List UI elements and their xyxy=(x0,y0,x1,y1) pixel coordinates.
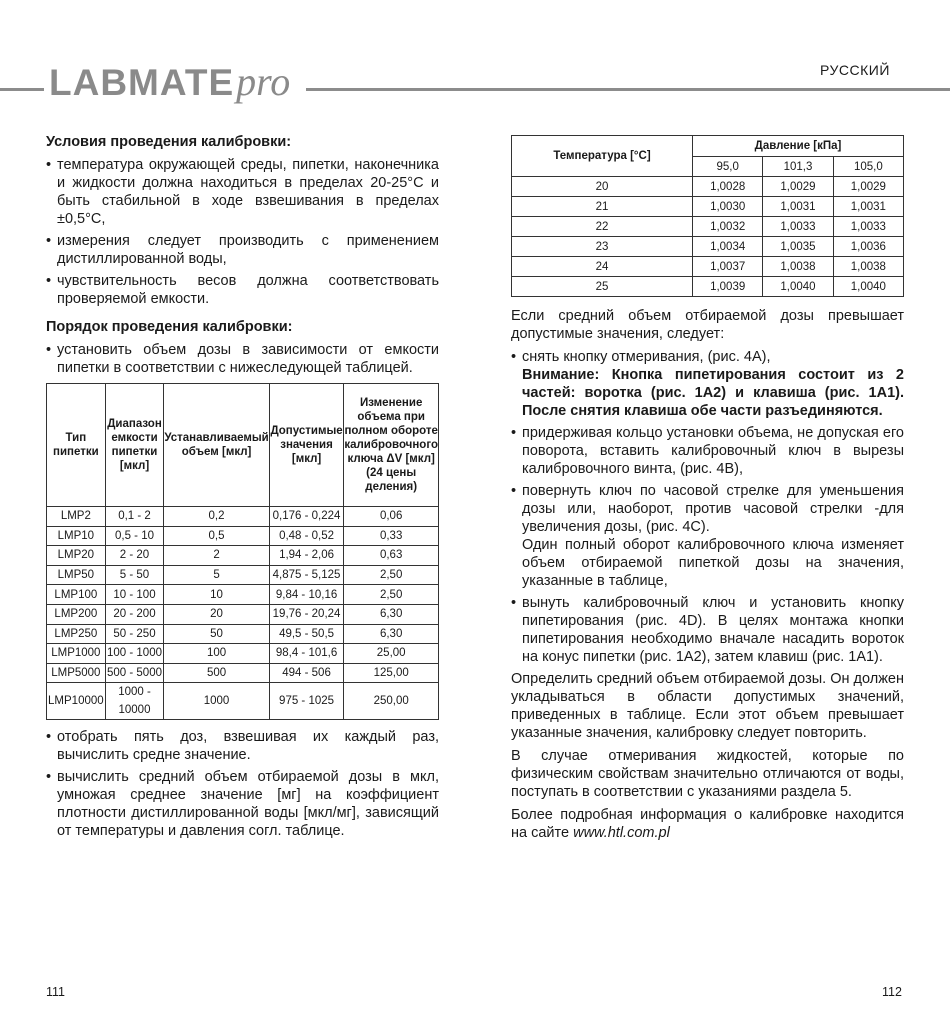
table-cell: 1,0028 xyxy=(693,177,763,197)
table-cell: 500 - 5000 xyxy=(105,663,164,683)
table-cell: LMP20 xyxy=(47,546,106,566)
logo-main-text: LABMATE xyxy=(49,62,235,103)
table-cell: 1,0032 xyxy=(693,217,763,237)
calibration-table xyxy=(46,383,439,720)
table-header-cell: Изменение объема при полном обороте калибровочного ключа ΔV [мкл] (24 цены деления) xyxy=(344,384,439,507)
table-row xyxy=(47,604,439,624)
table-cell: 50 xyxy=(164,624,269,644)
table-cell: 9,84 - 10,16 xyxy=(269,585,344,605)
list-item: • чувствительность весов должна соответствовать проверяемой емкости. xyxy=(46,272,439,308)
table-cell: 2,50 xyxy=(344,585,439,605)
table-cell: 0,5 - 10 xyxy=(105,526,164,546)
table-cell: 125,00 xyxy=(344,663,439,683)
table-cell: LMP250 xyxy=(47,624,106,644)
table-cell: 1000 xyxy=(164,683,269,720)
table-row xyxy=(47,546,439,566)
table-header-cell: Устанавливаемый объем [мкл] xyxy=(164,384,269,507)
table-cell: 50 - 250 xyxy=(105,624,164,644)
table-cell: 1,0029 xyxy=(763,177,833,197)
paragraph xyxy=(511,806,904,842)
header-rule-left xyxy=(0,88,44,91)
table-cell: 1,0035 xyxy=(763,237,833,257)
table-cell: 0,2 xyxy=(164,507,269,527)
table-cell: 0,48 - 0,52 xyxy=(269,526,344,546)
table-cell: 2 - 20 xyxy=(105,546,164,566)
table-cell: 1,0039 xyxy=(693,277,763,297)
table-cell: 500 xyxy=(164,663,269,683)
table-cell: 1,0033 xyxy=(833,217,903,237)
list-item: • вынуть калибровочный ключ и установить кнопку пипетирования (рис. 4D). В целях монтажа кнопки пипетирования необходимо вначале насадить вороток на конус пипетки (рис. 1A2), затем клавиш (рис. 1A1). xyxy=(511,594,904,666)
table-cell: LMP1000 xyxy=(47,644,106,664)
table-cell: 0,06 xyxy=(344,507,439,527)
table-row xyxy=(47,565,439,585)
table-row xyxy=(512,217,904,237)
table-row xyxy=(512,177,904,197)
brand-logo xyxy=(49,58,290,104)
steps-list xyxy=(511,348,904,666)
table-header-cell: Диапазон емкости пипетки [мкл] xyxy=(105,384,164,507)
table-header-row xyxy=(47,384,439,507)
list-item: • температура окружающей среды, пипетки, наконечника и жидкости должна находиться в пределах 20-25°C и быть стабильной в ходе взвешивания в пределах ±0,5°C, xyxy=(46,156,439,228)
table-cell: 20 xyxy=(164,604,269,624)
step-text: снять кнопку отмеривания, (рис. 4A), xyxy=(522,349,771,365)
after-table-list xyxy=(46,728,439,840)
table-cell: LMP50 xyxy=(47,565,106,585)
language-label: РУССКИЙ xyxy=(820,62,890,78)
paragraph: Определить средний объем отбираемой дозы. Он должен укладываться в области допустимых значений, приведенных в таблице. Если этот объем превышает указанные значения, калибровку следует повторить. xyxy=(511,671,904,741)
table-cell: 2 xyxy=(164,546,269,566)
table-row xyxy=(512,237,904,257)
page-number-left: 111 xyxy=(46,985,66,999)
table-cell: 0,5 xyxy=(164,526,269,546)
list-item xyxy=(511,348,904,420)
table-cell: 6,30 xyxy=(344,604,439,624)
table-cell: 20 xyxy=(512,177,693,197)
table-header-cell: Тип пипетки xyxy=(47,384,106,507)
table-cell: 1,94 - 2,06 xyxy=(269,546,344,566)
table-header-cell: Допустимые значения [мкл] xyxy=(269,384,344,507)
table-cell: LMP5000 xyxy=(47,663,106,683)
temperature-header: Температура [°C] xyxy=(512,136,693,177)
table-cell: 250,00 xyxy=(344,683,439,720)
table-header-row xyxy=(512,136,904,157)
table-row xyxy=(47,624,439,644)
table-cell: 1,0040 xyxy=(763,277,833,297)
step-note: Один полный оборот калибровочного ключа изменяет объем отбираемой пипеткой дозы на значения, указанные в таблице, xyxy=(522,537,904,589)
table-cell: 6,30 xyxy=(344,624,439,644)
conditions-title: Условия проведения калибровки: xyxy=(46,134,292,150)
table-cell: 19,76 - 20,24 xyxy=(269,604,344,624)
table-cell: 2,50 xyxy=(344,565,439,585)
list-item: • измерения следует производить с применением дистиллированной воды, xyxy=(46,232,439,268)
table-cell: 24 xyxy=(512,257,693,277)
table-cell: 10 xyxy=(164,585,269,605)
table-cell: 494 - 506 xyxy=(269,663,344,683)
table-cell: LMP10000 xyxy=(47,683,106,720)
table-cell: 0,33 xyxy=(344,526,439,546)
pressure-value: 101,3 xyxy=(763,157,833,177)
table-cell: 23 xyxy=(512,237,693,257)
table-cell: LMP10 xyxy=(47,526,106,546)
warning-note: Внимание: Кнопка пипетирования состоит из 2 частей: воротка (рис. 1A2) и клавиша (рис. 1A1). После снятия клавиша обе части разъединяются. xyxy=(522,367,904,419)
step-text: повернуть ключ по часовой стрелке для уменьшения дозы или, наоборот, против часовой стрелки -для увеличения дозы, (рис. 4C). xyxy=(522,483,904,535)
website-link[interactable]: www.htl.com.pl xyxy=(573,825,670,841)
table-cell: 975 - 1025 xyxy=(269,683,344,720)
table-cell: LMP100 xyxy=(47,585,106,605)
table-cell: 1,0034 xyxy=(693,237,763,257)
table-cell: 0,176 - 0,224 xyxy=(269,507,344,527)
list-item: • вычислить средний объем отбираемой дозы в мкл, умножая среднее значение [мг] на коэффициент плотности дистиллированной воды [мкл/мг], зависящий от температуры и давления согл. таблице. xyxy=(46,768,439,840)
table-cell: 1,0037 xyxy=(693,257,763,277)
paragraph: В случае отмеривания жидкостей, которые по физическим свойствам значительно отличаются от воды, поступать в соответствии с указаниями раздела 5. xyxy=(511,748,904,800)
table-row xyxy=(47,663,439,683)
table-row xyxy=(47,683,439,720)
table-cell: 98,4 - 101,6 xyxy=(269,644,344,664)
pressure-value: 105,0 xyxy=(833,157,903,177)
conditions-list xyxy=(46,156,439,308)
table-cell: 0,1 - 2 xyxy=(105,507,164,527)
table-cell: 1000 - 10000 xyxy=(105,683,164,720)
table-cell: 0,63 xyxy=(344,546,439,566)
table-cell: 49,5 - 50,5 xyxy=(269,624,344,644)
pressure-value: 95,0 xyxy=(693,157,763,177)
page-number-right: 112 xyxy=(882,985,902,999)
table-cell: LMP200 xyxy=(47,604,106,624)
table-cell: 25 xyxy=(512,277,693,297)
table-row xyxy=(47,644,439,664)
table-cell: 100 xyxy=(164,644,269,664)
header-rule-right xyxy=(306,88,950,91)
table-cell: 1,0036 xyxy=(833,237,903,257)
table-cell: 1,0033 xyxy=(763,217,833,237)
table-cell: 21 xyxy=(512,197,693,217)
list-item: • отобрать пять доз, взвешивая их каждый раз, вычислить средне значение. xyxy=(46,728,439,764)
table-cell: 1,0031 xyxy=(763,197,833,217)
paragraph-text: Более подробная информация о калибровке находится на сайте xyxy=(511,807,904,841)
table-cell: 5 xyxy=(164,565,269,585)
table-cell: 5 - 50 xyxy=(105,565,164,585)
table-cell: 1,0038 xyxy=(833,257,903,277)
pressure-header: Давление [кПа] xyxy=(693,136,904,157)
left-column xyxy=(46,133,439,844)
table-cell: 1,0038 xyxy=(763,257,833,277)
table-cell: 100 - 1000 xyxy=(105,644,164,664)
density-table xyxy=(511,135,904,297)
table-row xyxy=(512,257,904,277)
table-row xyxy=(512,197,904,217)
table-cell: 1,0029 xyxy=(833,177,903,197)
table-row xyxy=(47,507,439,527)
intro-paragraph: Если средний объем отбираемой дозы превышает допустимые значения, следует: xyxy=(511,308,904,342)
procedure-title: Порядок проведения калибровки: xyxy=(46,319,293,335)
table-row xyxy=(47,585,439,605)
logo-pro-text: pro xyxy=(236,59,291,104)
list-item xyxy=(511,482,904,590)
table-cell: 1,0030 xyxy=(693,197,763,217)
table-cell: 20 - 200 xyxy=(105,604,164,624)
table-row xyxy=(47,526,439,546)
table-cell: 4,875 - 5,125 xyxy=(269,565,344,585)
procedure-list xyxy=(46,341,439,377)
table-cell: LMP2 xyxy=(47,507,106,527)
list-item: • установить объем дозы в зависимости от емкости пипетки в соответствии с нижеследующей таблицей. xyxy=(46,341,439,377)
table-cell: 1,0040 xyxy=(833,277,903,297)
table-row xyxy=(512,277,904,297)
right-column xyxy=(511,135,904,847)
table-cell: 1,0031 xyxy=(833,197,903,217)
list-item: • придерживая кольцо установки объема, не допуская его поворота, вставить калибровочный ключ в вырезы калибровочного винта, (рис. 4B), xyxy=(511,424,904,478)
table-cell: 25,00 xyxy=(344,644,439,664)
table-cell: 22 xyxy=(512,217,693,237)
table-cell: 10 - 100 xyxy=(105,585,164,605)
